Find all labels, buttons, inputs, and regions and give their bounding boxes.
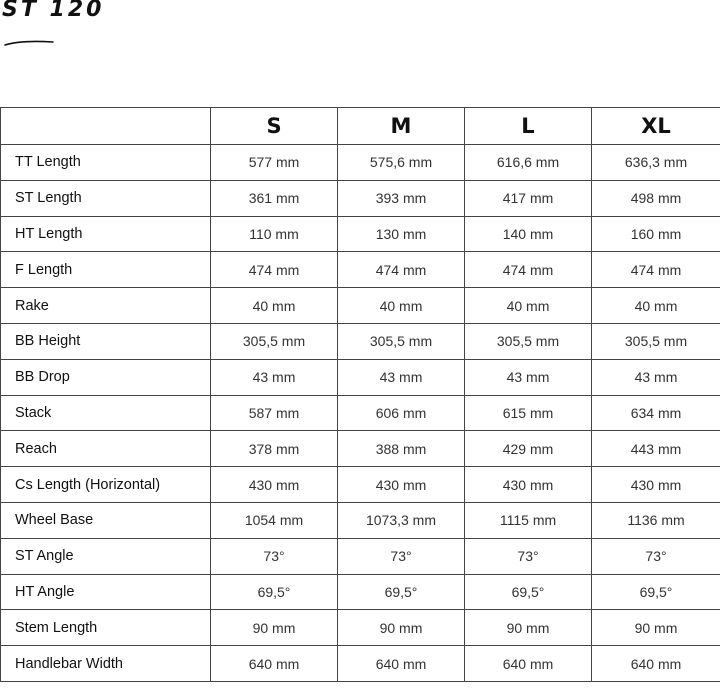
size-value-cell: 615 mm <box>465 395 592 431</box>
size-value-cell: 378 mm <box>211 431 338 467</box>
row-label: HT Angle <box>1 574 211 610</box>
size-value-cell: 69,5° <box>465 574 592 610</box>
size-value-cell: 305,5 mm <box>211 323 338 359</box>
table-row <box>1 574 720 610</box>
size-value-cell: 575,6 mm <box>338 145 465 181</box>
size-value-cell: 429 mm <box>465 431 592 467</box>
row-label: ST Angle <box>1 538 211 574</box>
size-value-cell: 43 mm <box>211 359 338 395</box>
size-value-cell: 130 mm <box>338 216 465 252</box>
row-label: Rake <box>1 288 211 324</box>
size-value-cell: 73° <box>592 538 720 574</box>
size-value-cell: 430 mm <box>338 467 465 503</box>
size-value-cell: 474 mm <box>465 252 592 288</box>
table-row <box>1 145 720 181</box>
row-label: Cs Length (Horizontal) <box>1 467 211 503</box>
size-value-cell: 443 mm <box>592 431 720 467</box>
table-row <box>1 467 720 503</box>
size-value-cell: 634 mm <box>592 395 720 431</box>
table-row <box>1 323 720 359</box>
size-value-cell: 90 mm <box>211 610 338 646</box>
row-label: Handlebar Width <box>1 646 211 682</box>
size-value-cell: 577 mm <box>211 145 338 181</box>
size-header-l: L <box>465 108 592 145</box>
size-value-cell: 430 mm <box>211 467 338 503</box>
size-value-cell: 393 mm <box>338 180 465 216</box>
size-value-cell: 73° <box>211 538 338 574</box>
page-title: ST 120 <box>2 0 105 22</box>
size-value-cell: 90 mm <box>338 610 465 646</box>
size-value-cell: 430 mm <box>592 467 720 503</box>
size-value-cell: 587 mm <box>211 395 338 431</box>
geometry-table <box>0 107 720 682</box>
size-value-cell: 474 mm <box>338 252 465 288</box>
size-value-cell: 73° <box>338 538 465 574</box>
table-row <box>1 502 720 538</box>
size-value-cell: 90 mm <box>465 610 592 646</box>
size-value-cell: 1073,3 mm <box>338 502 465 538</box>
size-value-cell: 40 mm <box>338 288 465 324</box>
size-value-cell: 305,5 mm <box>465 323 592 359</box>
size-value-cell: 1054 mm <box>211 502 338 538</box>
table-row <box>1 538 720 574</box>
size-value-cell: 606 mm <box>338 395 465 431</box>
table-row <box>1 431 720 467</box>
row-label: Wheel Base <box>1 502 211 538</box>
size-value-cell: 90 mm <box>592 610 720 646</box>
row-label: TT Length <box>1 145 211 181</box>
size-value-cell: 140 mm <box>465 216 592 252</box>
size-value-cell: 40 mm <box>465 288 592 324</box>
table-row <box>1 395 720 431</box>
size-value-cell: 1115 mm <box>465 502 592 538</box>
table-row <box>1 252 720 288</box>
size-value-cell: 40 mm <box>592 288 720 324</box>
geometry-table-body <box>1 145 720 682</box>
row-label: Stack <box>1 395 211 431</box>
size-value-cell: 160 mm <box>592 216 720 252</box>
size-value-cell: 110 mm <box>211 216 338 252</box>
size-value-cell: 43 mm <box>465 359 592 395</box>
table-row <box>1 216 720 252</box>
row-label: BB Drop <box>1 359 211 395</box>
size-header-m: M <box>338 108 465 145</box>
size-value-cell: 305,5 mm <box>338 323 465 359</box>
header-corner-cell <box>1 108 211 145</box>
size-value-cell: 43 mm <box>592 359 720 395</box>
size-value-cell: 636,3 mm <box>592 145 720 181</box>
size-value-cell: 43 mm <box>338 359 465 395</box>
size-value-cell: 616,6 mm <box>465 145 592 181</box>
size-value-cell: 640 mm <box>465 646 592 682</box>
size-value-cell: 640 mm <box>211 646 338 682</box>
size-value-cell: 640 mm <box>338 646 465 682</box>
table-row <box>1 288 720 324</box>
size-value-cell: 69,5° <box>211 574 338 610</box>
row-label: ST Length <box>1 180 211 216</box>
size-header-row <box>1 108 720 145</box>
size-value-cell: 40 mm <box>211 288 338 324</box>
row-label: Stem Length <box>1 610 211 646</box>
size-header-s: S <box>211 108 338 145</box>
size-value-cell: 388 mm <box>338 431 465 467</box>
row-label: Reach <box>1 431 211 467</box>
size-value-cell: 69,5° <box>592 574 720 610</box>
row-label: HT Length <box>1 216 211 252</box>
title-underline-swash <box>4 36 54 48</box>
size-value-cell: 73° <box>465 538 592 574</box>
table-row <box>1 610 720 646</box>
row-label: BB Height <box>1 323 211 359</box>
size-value-cell: 640 mm <box>592 646 720 682</box>
size-value-cell: 430 mm <box>465 467 592 503</box>
size-value-cell: 474 mm <box>211 252 338 288</box>
row-label: F Length <box>1 252 211 288</box>
size-value-cell: 361 mm <box>211 180 338 216</box>
size-value-cell: 305,5 mm <box>592 323 720 359</box>
size-value-cell: 498 mm <box>592 180 720 216</box>
size-value-cell: 1136 mm <box>592 502 720 538</box>
size-header-xl: XL <box>592 108 720 145</box>
table-row <box>1 646 720 682</box>
size-value-cell: 474 mm <box>592 252 720 288</box>
table-row <box>1 180 720 216</box>
size-value-cell: 417 mm <box>465 180 592 216</box>
size-value-cell: 69,5° <box>338 574 465 610</box>
table-row <box>1 359 720 395</box>
